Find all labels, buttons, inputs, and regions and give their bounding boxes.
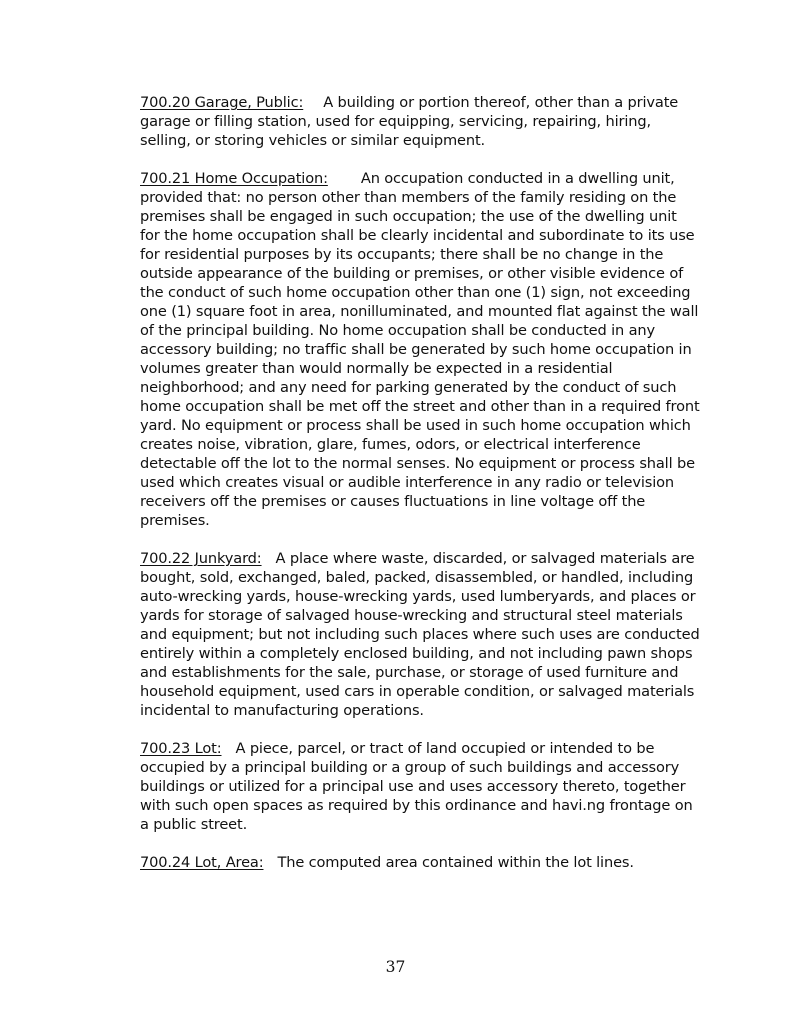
definition-body: A place where waste, discarded, or salvaged materials are bought, sold, exchanged, baled, packed, disassembled, or handled, including auto-wrecking yards, house-wrecking yards, used lumberyards, and places or yards for storage of salvaged house-wrecking and structural steel materials and equipment; but not including such places where such uses are conducted entirely within a completely enclosed building, and not including pawn shops and establishments for the sale, purchase, or storage of used furniture and household equipment, used cars in operable condition, or salvaged materials incidental to manufacturing operations. (140, 550, 700, 719)
definition-heading: 700.21 Home Occupation: (140, 170, 328, 187)
definition-700-24 (140, 853, 700, 872)
definition-700-22 (140, 549, 700, 720)
document-page (140, 93, 700, 891)
definition-700-20 (140, 93, 700, 150)
definition-700-23 (140, 739, 700, 834)
definition-body: A building or portion thereof, other than a private garage or filling station, used for equipping, servicing, repairing, hiring, selling, or storing vehicles or similar equipment. (140, 94, 679, 149)
page-number: 37 (385, 958, 406, 976)
definition-body: An occupation conducted in a dwelling unit, provided that: no person other than members of the family residing on the premises shall be engaged in such occupation; the use of the dwelling unit for the home occupation shall be clearly incidental and subordinate to its use for residential purposes by its occupants; there shall be no change in the outside appearance of the building or premises, or other visible evidence of the conduct of such home occupation other than one (1) sign, not exceeding one (1) square foot in area, nonilluminated, and mounted flat against the wall of the principal building. No home occupation shall be conducted in any accessory building; no traffic shall be generated by such home occupation in volumes greater than would normally be expected in a residential neighborhood; and any need for parking generated by the conduct of such home occupation shall be met off the street and other than in a required front yard. No equipment or process shall be used in such home occupation which creates noise, vibration, glare, fumes, odors, or electrical interference detectable off the lot to the normal senses. No equipment or process shall be used which creates visual or audible interference in any radio or television receivers off the premises or causes fluctuations in line voltage off the premises. (140, 170, 700, 529)
definition-body: The computed area contained within the lot lines. (277, 854, 634, 871)
definition-heading: 700.24 Lot, Area: (140, 854, 264, 871)
definition-700-21 (140, 169, 700, 530)
definition-heading: 700.23 Lot: (140, 740, 222, 757)
definition-body: A piece, parcel, or tract of land occupied or intended to be occupied by a principal building or a group of such buildings and accessory buildings or utilized for a principal use and uses accessory thereto, together with such open spaces as required by this ordinance and havi.ng frontage on a public street. (140, 740, 693, 833)
definition-heading: 700.22 Junkyard: (140, 550, 262, 567)
definition-heading: 700.20 Garage, Public: (140, 94, 304, 111)
